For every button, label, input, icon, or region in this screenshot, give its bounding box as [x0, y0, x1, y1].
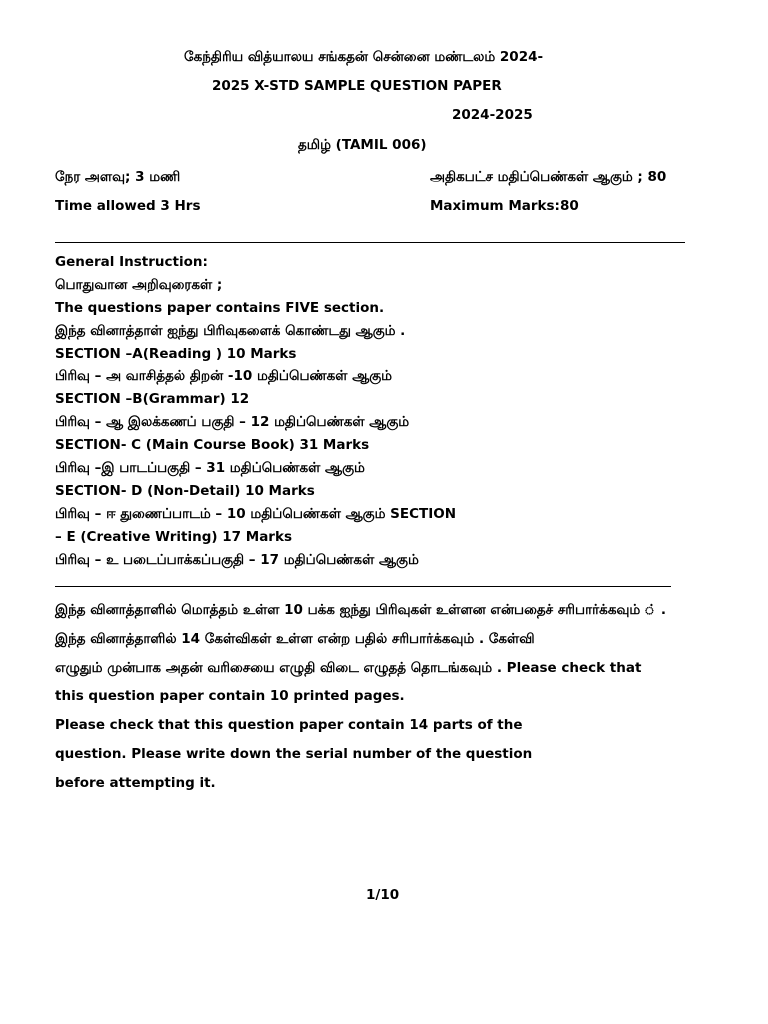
instruction-line: – E (Creative Writing) 17 Marks — [55, 528, 292, 545]
instruction-line: பிரிவு – அ வாசித்தல் திறன் -10 மதிப்பெண்கள் ஆகும் — [55, 368, 393, 385]
subject-title: தமிழ் (TAMIL 006) — [298, 137, 427, 153]
instruction-line: பிரிவு – உ படைப்பாக்கப்பகுதி – 17 மதிப்பெண்கள் ஆகும் — [55, 551, 419, 568]
page-number: 1/10 — [366, 887, 400, 903]
note-line: before attempting it. — [55, 774, 216, 791]
instruction-line: SECTION –B(Grammar) 12 — [55, 391, 250, 408]
note-line: இந்த வினாத்தாளில் 14 கேள்விகள் உள்ள என்ற பதில் சரிபார்க்கவும் . கேள்வி — [55, 630, 535, 647]
note-line: இந்த வினாத்தாளில் மொத்தம் உள்ள 10 பக்க ஐந்து பிரிவுகள் உள்ளன என்பதைச் சரிபார்க்கவும் ் . — [55, 602, 667, 618]
general-instructions — [55, 251, 456, 571]
header-year: 2024-2025 — [452, 107, 533, 123]
instruction-line: இந்த வினாத்தாள் ஐந்து பிரிவுகளைக் கொண்டது ஆகும் . — [55, 322, 406, 339]
instruction-line: பிரிவு – ஆ இலக்கணப் பகுதி – 12 மதிப்பெண்கள் ஆகும் — [55, 414, 410, 431]
header-line-1: கேந்திரிய வித்யாலய சங்கதன் சென்னை மண்டலம் 2024- — [184, 49, 544, 65]
instruction-line: SECTION- D (Non-Detail) 10 Marks — [55, 482, 315, 499]
instruction-line: General Instruction: — [55, 254, 208, 270]
max-marks-english: Maximum Marks:80 — [430, 198, 579, 214]
check-notes — [55, 596, 666, 798]
instruction-line: SECTION –A(Reading ) 10 Marks — [55, 345, 297, 362]
header-line-2: 2025 X-STD SAMPLE QUESTION PAPER — [212, 78, 502, 94]
note-line: question. Please write down the serial number of the question — [55, 745, 533, 762]
instruction-line: The questions paper contains FIVE section. — [55, 299, 385, 316]
instruction-line: பிரிவு – ஈ துணைப்பாடம் – 10 மதிப்பெண்கள் ஆகும் SECTION — [55, 505, 456, 522]
instruction-line: SECTION- C (Main Course Book) 31 Marks — [55, 437, 370, 454]
note-line: this question paper contain 10 printed pages. — [55, 688, 405, 705]
time-allowed-tamil: நேர அளவு; 3 மணி — [55, 169, 181, 185]
max-marks-tamil: அதிகபட்ச மதிப்பெண்கள் ஆகும் ; 80 — [430, 169, 667, 185]
note-line: எழுதும் முன்பாக அதன் வரிசையை எழுதி விடை எழுதத் தொடங்கவும் . Please check that — [55, 659, 642, 676]
divider-top — [55, 242, 685, 243]
note-line: Please check that this question paper contain 14 parts of the — [55, 717, 523, 734]
instruction-line: பொதுவான அறிவுரைகள் ; — [55, 276, 223, 293]
divider-bottom — [55, 586, 671, 587]
instruction-line: பிரிவு –இ பாடப்பகுதி – 31 மதிப்பெண்கள் ஆகும் — [55, 460, 365, 477]
time-allowed-english: Time allowed 3 Hrs — [55, 198, 201, 214]
